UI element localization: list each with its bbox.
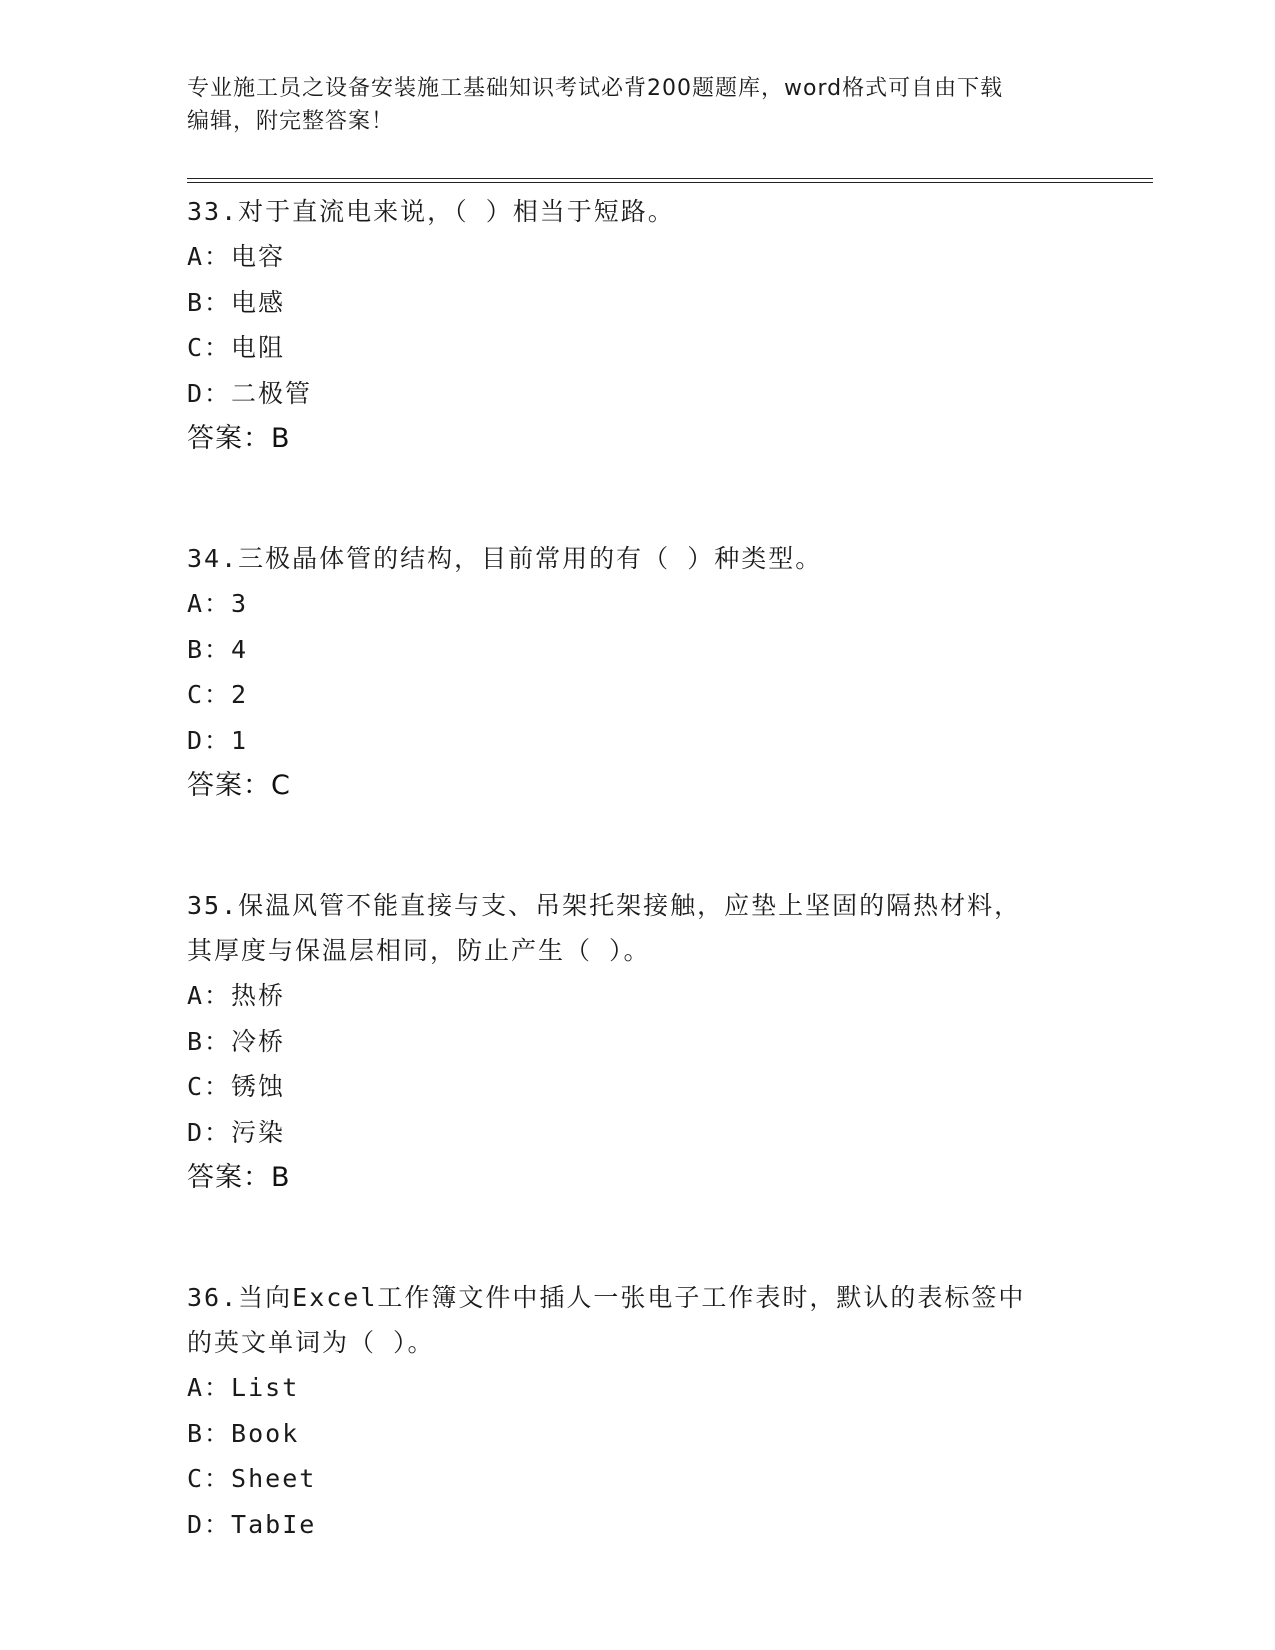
question-stem-line-2: 的英文单词为（ ）。 (187, 1328, 435, 1357)
option-a: A：3 (187, 589, 249, 618)
option-b: B：Book (187, 1418, 300, 1448)
option-c: C：锈蚀 (187, 1072, 286, 1101)
option-c: C：2 (187, 680, 249, 709)
question-35 (187, 883, 1147, 1200)
option-d: D：1 (187, 725, 249, 755)
question-stem-line-1: 35.保温风管不能直接与支、吊架托架接触，应垫上坚固的隔热材料， (187, 891, 1022, 920)
option-c: C：Sheet (187, 1464, 317, 1493)
header-divider-bottom (187, 182, 1153, 183)
question-stem: 33.对于直流电来说，（ ）相当于短路。 (187, 197, 675, 226)
question-stem-line-2: 其厚度与保温层相同，防止产生（ ）。 (187, 936, 651, 965)
option-a: A：List (187, 1373, 300, 1402)
question-stem: 34.三极晶体管的结构，目前常用的有（ ）种类型。 (187, 544, 823, 573)
question-list (187, 189, 1147, 1547)
option-a: A：电容 (187, 242, 286, 271)
header-title-line-1: 专业施工员之设备安装施工基础知识考试必背200题题库，word格式可自由下载 (187, 76, 1004, 101)
option-b: B：电感 (187, 287, 286, 317)
option-b: B：冷桥 (187, 1026, 286, 1056)
question-36 (187, 1275, 1147, 1547)
answer-line: 答案：C (187, 770, 291, 801)
question-33 (187, 189, 1147, 461)
question-34 (187, 536, 1147, 808)
document-header (187, 72, 1067, 138)
option-d: D：TabIe (187, 1509, 317, 1539)
question-stem-line-1: 36.当向Excel工作簿文件中插人一张电子工作表时，默认的表标签中 (187, 1283, 1026, 1312)
answer-line: 答案：B (187, 423, 291, 454)
answer-line: 答案：B (187, 1162, 291, 1193)
option-d: D：污染 (187, 1117, 286, 1147)
option-d: D：二极管 (187, 378, 313, 408)
option-a: A：热桥 (187, 981, 286, 1010)
header-divider-top (187, 178, 1153, 179)
header-title-line-2: 编辑，附完整答案！ (187, 109, 395, 134)
option-c: C：电阻 (187, 333, 286, 362)
option-b: B：4 (187, 634, 249, 664)
